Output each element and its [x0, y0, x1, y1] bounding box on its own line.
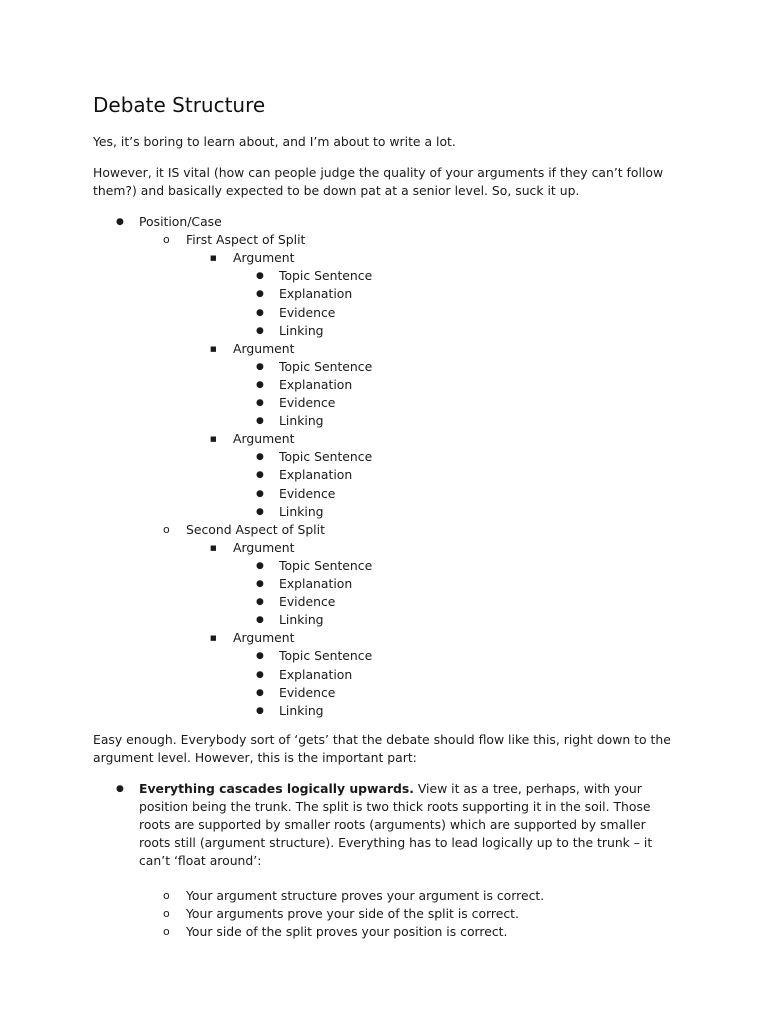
outline-item-text: Explanation	[279, 467, 353, 483]
list-item-text: Your side of the split proves your position is correct.	[186, 924, 508, 939]
intro-paragraph-1: Yes, it’s boring to learn about, and I’m about to write a lot.	[93, 134, 456, 149]
bullet-marker: ●	[256, 597, 264, 608]
outline-item-text: Linking	[279, 322, 324, 338]
bullet-marker: ●	[256, 705, 264, 716]
outline-item-text: Linking	[279, 702, 324, 718]
outline-item-text: Explanation	[279, 376, 353, 392]
outline-item-text: Evidence	[279, 594, 336, 610]
bullet-marker: ●	[116, 784, 124, 794]
after-paragraph: Easy enough. Everybody sort of ‘gets’ that the debate should flow like this, right down to the argument level. However, this is the important part:	[93, 732, 671, 765]
bullet-marker: ■	[210, 344, 217, 353]
bullet-marker: ●	[256, 398, 264, 408]
bullet-marker: ■	[210, 254, 217, 263]
bullet-marker: ■	[210, 543, 217, 552]
circle-marker: o	[163, 889, 170, 902]
bullet-marker: ●	[256, 669, 264, 680]
outline-item-text: Argument	[233, 431, 295, 447]
outline-item-text: Linking	[279, 612, 324, 628]
bullet-marker: ■	[210, 634, 217, 643]
bullet-marker: ●	[256, 687, 264, 698]
outline-item-text: Linking	[279, 503, 324, 519]
bullet-marker: ●	[116, 217, 124, 227]
outline-item-text: Evidence	[279, 684, 336, 700]
outline-item-text: Evidence	[279, 304, 336, 320]
bullet-marker: o	[163, 522, 170, 536]
bullet-marker: ●	[256, 416, 264, 427]
outline-item-text: Linking	[279, 413, 324, 429]
outline-item-text: Argument	[233, 340, 295, 356]
bullet-marker: ●	[256, 325, 264, 336]
bullet-marker: ●	[256, 452, 264, 463]
list-item-text: Your argument structure proves your argument is correct.	[186, 888, 545, 903]
circle-marker: o	[163, 925, 170, 938]
bullet-marker: ●	[256, 579, 264, 589]
outline-item-text: Argument	[233, 539, 295, 555]
outline-item-text: Evidence	[279, 395, 336, 410]
outline-item-text: Topic Sentence	[279, 557, 373, 573]
bullet-marker: ●	[256, 506, 264, 517]
bullet-marker: ●	[256, 560, 264, 571]
outline-item-text: Argument	[233, 630, 295, 646]
cascade-bold-text: Everything cascades logically upwards.	[139, 781, 414, 796]
circle-marker: o	[163, 907, 170, 920]
bullet-marker: ●	[256, 271, 264, 282]
outline-item-text: Topic Sentence	[279, 449, 373, 465]
cascade-body-text: View it as a tree, perhaps, with your position being the trunk. The split is two thick roots supporting it in the soil. Those roots are supported by smaller roots (arguments) which are supported by smaller roots still (argument structure). Everything has to lead logically up to the trunk – it can’t ‘float around’:	[139, 781, 653, 868]
outline-item-text: First Aspect of Split	[186, 232, 306, 248]
bullet-marker: ●	[256, 379, 264, 390]
bullet-marker: ●	[256, 289, 264, 300]
cascade-paragraph	[139, 780, 679, 870]
intro-paragraph-2: However, it IS vital (how can people judge the quality of your arguments if they can’t follow them?) and basically expected to be down pat at a senior level. So, suck it up.	[93, 165, 664, 198]
outline-item-text: Argument	[233, 250, 295, 266]
bullet-marker: ■	[210, 435, 217, 444]
bullet-marker: ●	[256, 651, 264, 662]
bullet-marker: ●	[256, 470, 264, 481]
outline-item-text: Topic Sentence	[279, 358, 373, 374]
outline-item-text: Second Aspect of Split	[186, 521, 325, 537]
bullet-marker: ●	[256, 615, 264, 626]
outline-item-text: Explanation	[279, 286, 353, 302]
bullet-marker: o	[163, 233, 170, 247]
outline-item-text: Explanation	[279, 666, 353, 682]
bullet-marker: ●	[256, 488, 264, 499]
page-title: Debate Structure	[93, 93, 266, 117]
bullet-marker: ●	[256, 361, 264, 372]
outline-item-text: Topic Sentence	[279, 268, 373, 284]
outline-item-text: Position/Case	[139, 214, 222, 229]
outline-item-text: Explanation	[279, 576, 353, 591]
outline-item-text: Topic Sentence	[279, 648, 373, 664]
bullet-marker: ●	[256, 307, 264, 318]
outline-item-text: Evidence	[279, 485, 336, 501]
list-item-text: Your arguments prove your side of the split is correct.	[186, 906, 519, 921]
